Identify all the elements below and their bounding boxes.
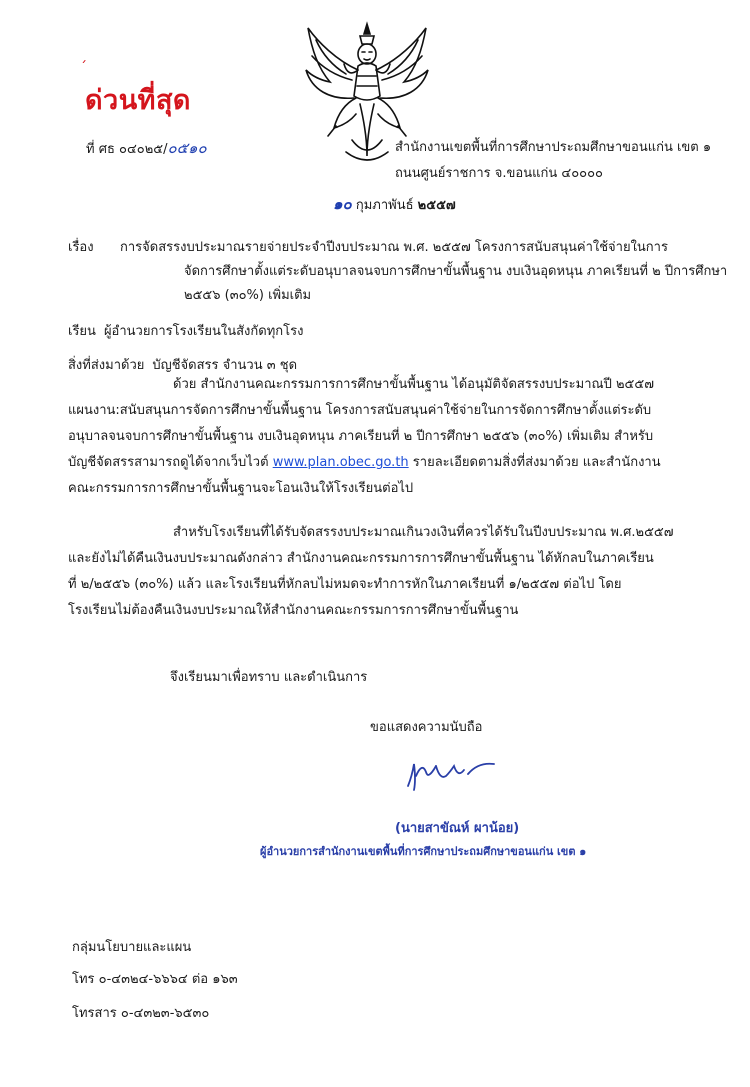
document-number: [86, 136, 207, 160]
urgent-tick-mark: ˊ: [80, 60, 87, 76]
body-text: รายละเอียดตามสิ่งที่ส่งมาด้วย และสำนักงาน: [408, 455, 661, 470]
regards: ขอแสดงความนับถือ: [370, 720, 483, 735]
body-paragraph-line: แผนงาน:สนับสนุนการจัดการศึกษาขั้นพื้นฐาน โครงการสนับสนุนค่าใช้จ่ายในการจัดการศึกษาตั้งแต่ระดับ: [68, 403, 652, 418]
signatory-position: ผู้อำนวยการสำนักงานเขตพื้นที่การศึกษาประถมศึกษาขอนแก่น เขต ๑: [260, 845, 587, 858]
body-paragraph-line: ด้วย สำนักงานคณะกรรมการการศึกษาขั้นพื้นฐาน ได้อนุมัติจัดสรรงบประมาณปี ๒๕๕๗: [173, 377, 654, 392]
office-name: สำนักงานเขตพื้นที่การศึกษาประถมศึกษาขอนแก่น เขต ๑: [395, 140, 712, 155]
date-day: ๑๐: [333, 195, 352, 213]
body-paragraph-line: โรงเรียนไม่ต้องคืนเงินงบประมาณให้สำนักงานคณะกรรมการการศึกษาขั้นพื้นฐาน: [68, 603, 519, 618]
signatory-name: (นายสาขัณห์ ผาน้อย): [395, 821, 520, 836]
body-paragraph-line: ที่ ๒/๒๕๕๖ (๓๐%) แล้ว และโรงเรียนที่หักลบไม่หมดจะทำการหักในภาคเรียนที่ ๑/๒๕๕๗ ต่อไป โดย: [68, 577, 622, 592]
body-text: บัญชีจัดสรรสามารถดูได้จากเว็บไวต์: [68, 455, 273, 470]
body-paragraph-line: และยังไม่ได้คืนเงินงบประมาณดังกล่าว สำนักงานคณะกรรมการการศึกษาขั้นพื้นฐาน ได้หักลบในภาคเรียน: [68, 551, 654, 566]
subject-line: จัดการศึกษาตั้งแต่ระดับอนุบาลจนจบการศึกษาขั้นพื้นฐาน งบเงินอุดหนุน ภาคเรียนที่ ๒ ปีการศึกษา: [184, 264, 728, 279]
body-paragraph-line: [68, 450, 661, 476]
closing-line: จึงเรียนมาเพื่อทราบ และดำเนินการ: [170, 670, 368, 685]
date-year: ๒๕๕๗: [417, 198, 456, 213]
website-link[interactable]: www.plan.obec.go.th: [272, 455, 409, 470]
recipient: [68, 320, 303, 341]
recipient-label: เรียน: [68, 324, 96, 339]
enclosure-label: สิ่งที่ส่งมาด้วย: [68, 358, 145, 373]
document-number-handwritten: ๐๕๑๐: [167, 139, 207, 157]
footer-fax: โทรสาร ๐-๔๓๒๓-๖๕๓๐: [72, 1006, 210, 1021]
enclosure-value: บัญชีจัดสรร จำนวน ๓ ชุด: [152, 358, 298, 373]
subject-label: เรื่อง: [68, 240, 94, 255]
date-month: กุมภาพันธ์: [355, 198, 414, 213]
body-paragraph-line: อนุบาลจนจบการศึกษาขั้นพื้นฐาน งบเงินอุดหนุน ภาคเรียนที่ ๒ ปีการศึกษา ๒๕๕๖ (๓๐%) เพิ่มเติม สำหรับ: [68, 429, 654, 444]
recipient-value: ผู้อำนวยการโรงเรียนในสังกัดทุกโรง: [103, 324, 304, 339]
body-paragraph-line: คณะกรรมการการศึกษาขั้นพื้นฐานจะโอนเงินให้โรงเรียนต่อไป: [68, 481, 414, 496]
footer-telephone: โทร ๐-๔๓๒๔-๖๖๖๔ ต่อ ๑๖๓: [72, 972, 238, 987]
office-address: ถนนศูนย์ราชการ จ.ขอนแก่น ๔๐๐๐๐: [395, 166, 603, 181]
body-paragraph-line: สำหรับโรงเรียนที่ได้รับจัดสรรงบประมาณเกินวงเงินที่ควรได้รับในปีงบประมาณ พ.ศ.๒๕๕๗: [173, 525, 674, 540]
subject-line: ๒๕๕๖ (๓๐%) เพิ่มเติม: [184, 288, 312, 303]
footer-department: กลุ่มนโยบายและแผน: [72, 940, 192, 955]
letter-date: [333, 192, 456, 216]
urgency-stamp: ด่วนที่สุด: [85, 85, 191, 116]
handwritten-signature: [402, 752, 502, 794]
document-number-prefix: ที่ ศธ ๐๔๐๒๕/: [86, 142, 168, 157]
subject-line: การจัดสรรงบประมาณรายจ่ายประจำปีงบประมาณ พ.ศ. ๒๕๕๗ โครงการสนับสนุนค่าใช้จ่ายในการ: [120, 240, 668, 255]
